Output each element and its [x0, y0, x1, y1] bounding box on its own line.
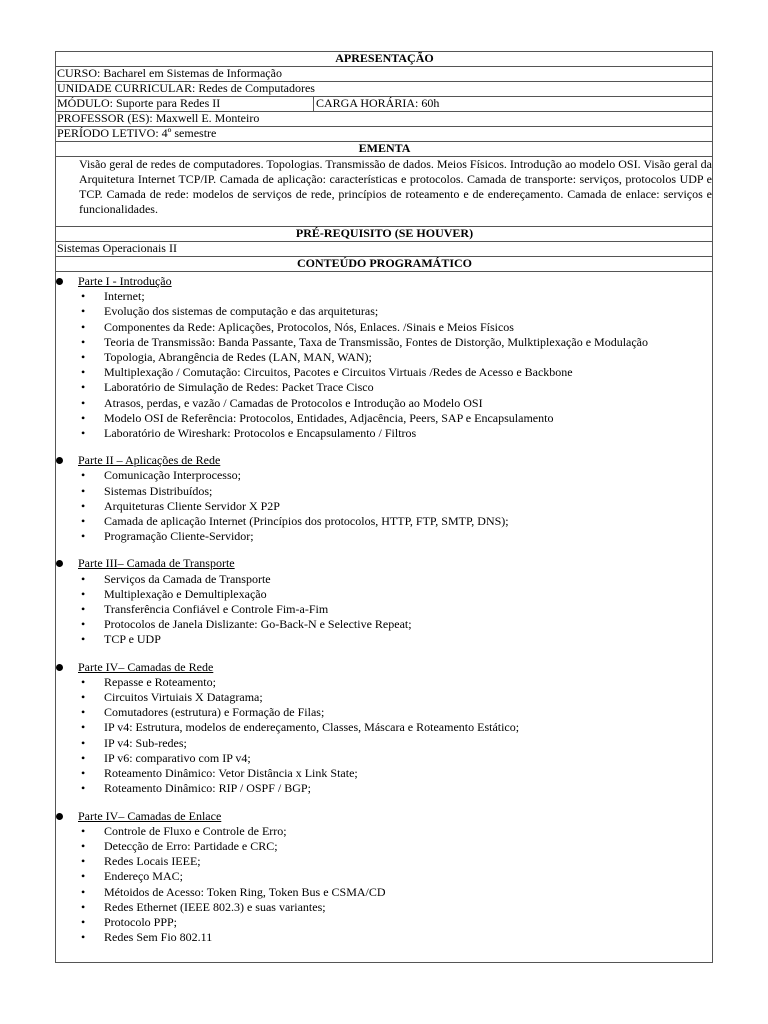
topic-item: • IP v4: Estrutura, modelos de endereçamento, Classes, Máscara e Roteamento Estático; — [56, 720, 712, 735]
part-title: Parte IV– Camadas de Enlace — [78, 808, 222, 823]
conteudo-programatico — [56, 272, 712, 945]
part-title: Parte II – Aplicações de Rede — [78, 453, 221, 468]
topic-item: • Laboratório de Simulação de Redes: Packet Trace Cisco — [56, 380, 712, 395]
topic-item: • Multiplexação e Demultiplexação — [56, 587, 712, 602]
topic-item: • Teoria de Transmissão: Banda Passante, Taxa de Transmissão, Fontes de Distorção, Mulktiplexação e Modulação — [56, 335, 712, 350]
topic-item: • Internet; — [56, 289, 712, 304]
topic-item: • Protocolo PPP; — [56, 915, 712, 930]
bullet-icon — [56, 457, 63, 464]
part-heading — [56, 453, 712, 468]
topic-item: • Arquiteturas Cliente Servidor X P2P — [56, 499, 712, 514]
syllabus-document — [55, 51, 713, 963]
topic-item: • Camada de aplicação Internet (Princípios dos protocolos, HTTP, FTP, SMTP, DNS); — [56, 514, 712, 529]
part-title: Parte IV– Camadas de Rede — [78, 659, 214, 674]
topic-item: • Evolução dos sistemas de computação e das arquiteturas; — [56, 304, 712, 319]
topic-item: • Serviços da Camada de Transporte — [56, 572, 712, 587]
topic-item: • Atrasos, perdas, e vazão / Camadas de Protocolos e Introdução ao Modelo OSI — [56, 396, 712, 411]
topic-item: • Componentes da Rede: Aplicações, Protocolos, Nós, Enlaces. /Sinais e Meios Físicos — [56, 320, 712, 335]
part-heading — [56, 274, 712, 289]
part-heading — [56, 660, 712, 675]
topic-list — [56, 468, 712, 544]
bullet-icon — [56, 560, 63, 567]
topic-item: • Circuitos Virtuiais X Datagrama; — [56, 690, 712, 705]
topic-item: • Controle de Fluxo e Controle de Erro; — [56, 824, 712, 839]
part-heading — [56, 809, 712, 824]
topic-item: • Sistemas Distribuídos; — [56, 484, 712, 499]
topic-item: • Roteamento Dinâmico: RIP / OSPF / BGP; — [56, 781, 712, 796]
carga-cell: CARGA HORÁRIA: 60h — [316, 97, 440, 110]
topic-item: • Redes Ethernet (IEEE 802.3) e suas variantes; — [56, 900, 712, 915]
prerequisito-text: Sistemas Operacionais II — [56, 242, 712, 257]
topic-item: • TCP e UDP — [56, 632, 712, 647]
header-conteudo: CONTEÚDO PROGRAMÁTICO — [56, 257, 712, 272]
topic-item: • Métoidos de Acesso: Token Ring, Token Bus e CSMA/CD — [56, 885, 712, 900]
topic-item: • Multiplexação / Comutação: Circuitos, Pacotes e Circuitos Virtuais /Redes de Acesso e Backbone — [56, 365, 712, 380]
bullet-icon — [56, 278, 63, 285]
topic-item: • Redes Locais IEEE; — [56, 854, 712, 869]
modulo-cell: MÓDULO: Suporte para Redes II — [56, 97, 314, 111]
topic-item: • Detecção de Erro: Partidade e CRC; — [56, 839, 712, 854]
topic-list — [56, 824, 712, 946]
topic-item: • Programação Cliente-Servidor; — [56, 529, 712, 544]
topic-list — [56, 675, 712, 797]
topic-item: • IP v4: Sub-redes; — [56, 736, 712, 751]
topic-item: • IP v6: comparativo com IP v4; — [56, 751, 712, 766]
ementa-text: Visão geral de redes de computadores. Topologias. Transmissão de dados. Meios Físicos. Introdução ao modelo OSI. Visão geral da Arquitetura Internet TCP/IP. Camada de aplicação: características e protocolos. Camada de transporte: serviços, protocolos UDP e TCP. Camada de rede: modelos de serviços de rede, princípios de roteamento e de endereçamento. Camada de enlace: serviços e funcionalidades. — [56, 157, 712, 227]
topic-item: • Endereço MAC; — [56, 869, 712, 884]
part-spacer — [56, 648, 712, 660]
header-prerequisito: PRÉ-REQUISITO (SE HOUVER) — [56, 227, 712, 242]
topic-item: • Laboratório de Wireshark: Protocolos e Encapsulamento / Filtros — [56, 426, 712, 441]
professor-row: PROFESSOR (ES): Maxwell E. Monteiro — [56, 112, 712, 127]
modulo-carga-row — [56, 97, 712, 112]
part-title: Parte I - Introdução — [78, 274, 172, 288]
part-heading — [56, 556, 712, 571]
topic-item: • Redes Sem Fio 802.11 — [56, 930, 712, 945]
part-spacer — [56, 797, 712, 809]
bullet-icon — [56, 813, 63, 820]
curso-row: CURSO: Bacharel em Sistemas de Informação — [56, 67, 712, 82]
header-ementa: EMENTA — [56, 142, 712, 157]
topic-item: • Comutadores (estrutura) e Formação de Filas; — [56, 705, 712, 720]
part-spacer — [56, 544, 712, 556]
part-title: Parte III– Camada de Transporte — [78, 556, 235, 571]
topic-list — [56, 572, 712, 648]
unidade-row: UNIDADE CURRICULAR: Redes de Computadores — [56, 82, 712, 97]
topic-item: • Roteamento Dinâmico: Vetor Distância x Link State; — [56, 766, 712, 781]
header-apresentacao: APRESENTAÇÃO — [56, 52, 712, 67]
topic-item: • Protocolos de Janela Dislizante: Go-Back-N e Selective Repeat; — [56, 617, 712, 632]
part-spacer — [56, 441, 712, 453]
periodo-row: PERÍODO LETIVO: 4º semestre — [56, 127, 712, 142]
topic-item: • Comunicação Interprocesso; — [56, 468, 712, 483]
topic-item: • Topologia, Abrangência de Redes (LAN, MAN, WAN); — [56, 350, 712, 365]
topic-item: • Modelo OSI de Referência: Protocolos, Entidades, Adjacência, Peers, SAP e Encapsulamento — [56, 411, 712, 426]
bullet-icon — [56, 664, 63, 671]
topic-list — [56, 289, 712, 441]
topic-item: • Repasse e Roteamento; — [56, 675, 712, 690]
topic-item: • Transferência Confiável e Controle Fim-a-Fim — [56, 602, 712, 617]
